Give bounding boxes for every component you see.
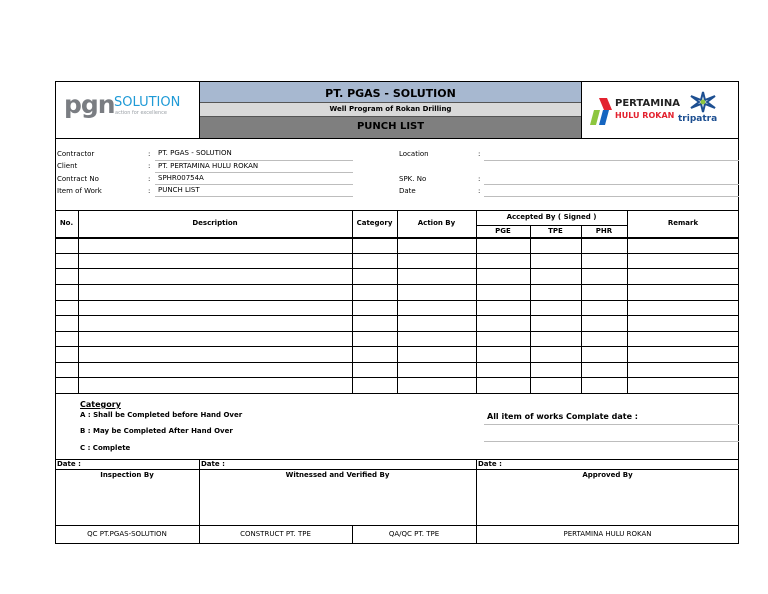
table-row-line — [55, 253, 739, 254]
complete-date-label: All item of works Complate date : — [487, 412, 638, 421]
col-header-pge: PGE — [495, 227, 511, 235]
complete-date-line — [484, 424, 739, 425]
category-c: C : Complete — [80, 444, 131, 452]
category-a: A : Shall be Completed before Hand Over — [80, 411, 243, 419]
category-heading: Category — [80, 400, 121, 409]
witnessed-by-heading: Witnessed and Verified By — [285, 471, 390, 479]
signature-top-line — [55, 459, 739, 460]
tripatra-logo-text: tripatra — [678, 114, 718, 124]
signature-date-line — [55, 469, 739, 470]
company-title: PT. PGAS - SOLUTION — [325, 87, 456, 100]
spk-no-label: SPK. No — [399, 175, 427, 183]
col-divider-description — [352, 210, 353, 393]
client-underline — [155, 172, 353, 173]
contractor-colon: : — [148, 150, 151, 158]
pertamina-logo — [590, 96, 680, 130]
program-title: Well Program of Rokan Drilling — [329, 105, 452, 113]
contract-no-underline — [155, 184, 353, 185]
table-row-line — [55, 284, 739, 285]
col-header-no: No. — [59, 219, 74, 227]
table-row-line — [55, 377, 739, 378]
table-bottom-line — [55, 393, 739, 394]
client-value: PT. PERTAMINA HULU ROKAN — [158, 162, 259, 170]
table-row-line — [55, 315, 739, 316]
col-header-action-by: Action By — [417, 219, 456, 227]
col-header-tpe: TPE — [548, 227, 563, 235]
date-underline — [484, 196, 739, 197]
item-of-work-label: Item of Work — [57, 187, 102, 195]
qc-pgas-signatory: QC PT.PGAS-SOLUTION — [87, 530, 167, 538]
contractor-label: Contractor — [57, 150, 95, 158]
tripatra-logo — [678, 90, 728, 130]
col-header-remark: Remark — [667, 219, 699, 227]
contract-no-colon: : — [148, 175, 151, 183]
approval-date-label: Date : — [478, 460, 502, 468]
form-title: PUNCH LIST — [356, 121, 425, 132]
signature-names-line — [55, 525, 739, 526]
header-bottom-line — [55, 138, 739, 139]
approved-by-heading: Approved By — [582, 471, 633, 479]
category-b: B : May be Completed After Hand Over — [80, 427, 233, 435]
contract-no-label: Contract No — [57, 175, 99, 183]
table-row-line — [55, 331, 739, 332]
accepted-by-divider — [476, 225, 627, 226]
col-divider-action — [476, 210, 477, 393]
solution-logo-text: SOLUTION — [114, 95, 181, 110]
inspection-by-heading: Inspection By — [100, 471, 154, 479]
inspection-date-label: Date : — [57, 460, 81, 468]
client-label: Client — [57, 162, 78, 170]
col-header-accepted-by: Accepted By ( Signed ) — [506, 213, 597, 221]
item-of-work-value: PUNCH LIST — [158, 186, 200, 194]
construct-tpe-signatory: CONSTRUCT PT. TPE — [240, 530, 311, 538]
hulu-rokan-logo-text: HULU ROKAN — [615, 111, 675, 120]
location-label: Location — [399, 150, 429, 158]
contractor-underline — [155, 160, 353, 161]
location-colon: : — [478, 150, 481, 158]
col-header-phr: PHR — [595, 227, 613, 235]
table-row-line — [55, 300, 739, 301]
pgn-logo-text: pgn — [64, 90, 115, 119]
date-label: Date — [399, 187, 416, 195]
col-divider-category — [397, 210, 398, 393]
spk-no-colon: : — [478, 175, 481, 183]
table-row-line — [55, 346, 739, 347]
pgn-solution-logo — [64, 92, 194, 128]
witness-date-label: Date : — [201, 460, 225, 468]
pertamina-emblem-icon — [590, 96, 616, 130]
qaqc-tpe-signatory: QA/QC PT. TPE — [388, 530, 440, 538]
date-colon: : — [478, 187, 481, 195]
col-divider-phr — [627, 210, 628, 393]
contract-no-value: SPHR00754A — [158, 174, 204, 182]
pertamina-logo-text: PERTAMINA — [615, 98, 680, 109]
table-row-line — [55, 362, 739, 363]
location-underline — [484, 160, 739, 161]
col-divider-tpe — [581, 225, 582, 393]
tripatra-star-icon — [688, 90, 718, 114]
table-row-line — [55, 268, 739, 269]
col-divider-pge — [530, 225, 531, 393]
item-of-work-underline — [155, 196, 353, 197]
contractor-value: PT. PGAS - SOLUTION — [158, 149, 232, 157]
col-header-category: Category — [356, 219, 393, 227]
complete-date-line — [484, 441, 739, 442]
client-colon: : — [148, 162, 151, 170]
spk-no-underline — [484, 184, 739, 185]
header-divider-right — [581, 81, 582, 138]
col-divider-no — [78, 210, 79, 393]
item-of-work-colon: : — [148, 187, 151, 195]
col-header-description: Description — [192, 219, 238, 227]
logo-tagline: action for excellence — [115, 110, 167, 116]
pertamina-hulu-signatory: PERTAMINA HULU ROKAN — [563, 530, 652, 538]
